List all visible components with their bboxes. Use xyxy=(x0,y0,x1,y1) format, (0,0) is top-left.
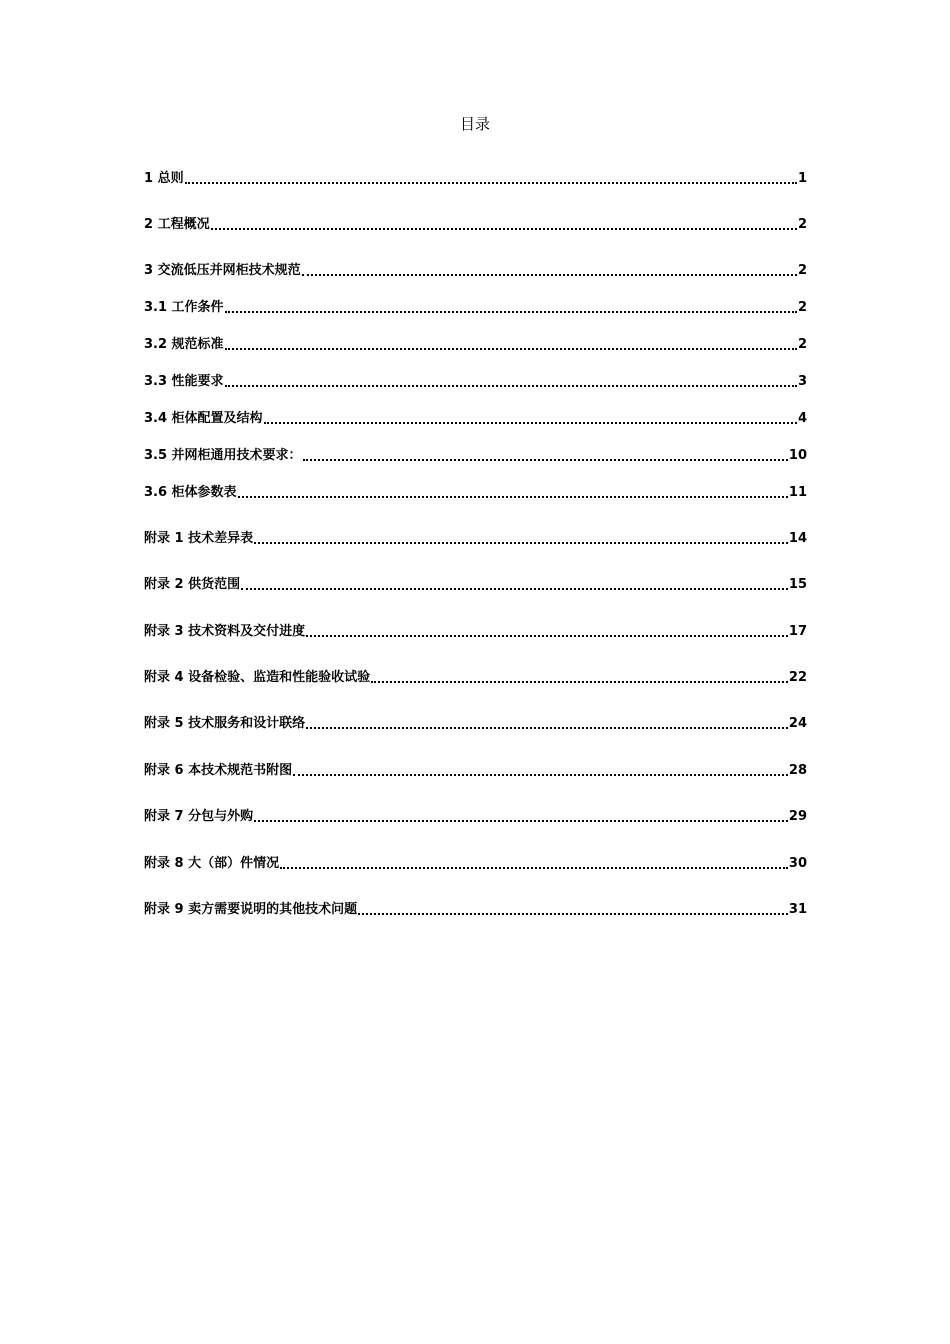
toc-dot-leader xyxy=(358,913,788,915)
toc-title: 目录 xyxy=(459,115,490,133)
toc-entry-page: 29 xyxy=(788,809,807,824)
toc-dot-leader xyxy=(264,422,797,424)
toc-entry-label: 2 工程概况 xyxy=(144,217,210,232)
toc-entry-label: 3.4 柜体配置及结构 xyxy=(144,411,263,426)
toc-entry-page: 3 xyxy=(797,374,807,389)
toc-dot-leader xyxy=(238,496,788,498)
toc-entry-label: 1 总则 xyxy=(144,171,184,186)
toc-entry-label: 3.6 柜体参数表 xyxy=(144,485,237,500)
toc-entry[interactable] xyxy=(144,760,807,780)
toc-entry-page: 2 xyxy=(797,337,807,352)
toc-entry[interactable] xyxy=(144,371,807,391)
toc-entry-page: 28 xyxy=(788,763,807,778)
toc-dot-leader xyxy=(211,228,797,230)
toc-entry[interactable] xyxy=(144,899,807,919)
toc-entry-label: 3 交流低压并网柜技术规范 xyxy=(144,263,301,278)
toc-entry-page: 17 xyxy=(788,624,807,639)
toc-entry-page: 2 xyxy=(797,300,807,315)
toc-entry-page: 14 xyxy=(788,531,807,546)
toc-entry-label: 附录 4 设备检验、监造和性能验收试验 xyxy=(144,670,371,685)
toc-entry-page: 2 xyxy=(797,263,807,278)
toc-entry[interactable] xyxy=(144,853,807,873)
toc-entry-page: 30 xyxy=(788,856,807,871)
toc-dot-leader xyxy=(303,459,788,461)
toc-entry-page: 4 xyxy=(797,411,807,426)
toc-entry[interactable] xyxy=(144,713,807,733)
toc-entry-label: 附录 1 技术差异表 xyxy=(144,531,254,546)
toc-dot-leader xyxy=(306,635,788,637)
toc-entry[interactable] xyxy=(144,445,807,465)
toc-entry-label: 附录 7 分包与外购 xyxy=(144,809,254,824)
toc-dot-leader xyxy=(371,681,788,683)
toc-entry[interactable] xyxy=(144,408,807,428)
toc-entry-label: 3.5 并网柜通用技术要求： xyxy=(144,448,302,463)
toc-entry[interactable] xyxy=(144,334,807,354)
toc-dot-leader xyxy=(254,542,788,544)
toc-entry[interactable] xyxy=(144,806,807,826)
toc-dot-leader xyxy=(302,274,797,276)
toc-entry[interactable] xyxy=(144,574,807,594)
toc-entry-label: 附录 6 本技术规范书附图 xyxy=(144,763,293,778)
toc-dot-leader xyxy=(280,867,788,869)
toc-entry-label: 3.2 规范标准 xyxy=(144,337,224,352)
toc-entry[interactable] xyxy=(144,168,807,188)
toc-dot-leader xyxy=(306,727,788,729)
toc-entry-page: 1 xyxy=(797,171,807,186)
toc-dot-leader xyxy=(225,311,797,313)
toc-entry[interactable] xyxy=(144,528,807,548)
toc-entry-page: 10 xyxy=(788,448,807,463)
toc-entry-page: 31 xyxy=(788,902,807,917)
toc-entry-page: 22 xyxy=(788,670,807,685)
toc-entry-page: 2 xyxy=(797,217,807,232)
toc-entry-page: 11 xyxy=(788,485,807,500)
toc-entry-label: 3.1 工作条件 xyxy=(144,300,224,315)
toc-entry[interactable] xyxy=(144,297,807,317)
toc-entry[interactable] xyxy=(144,214,807,234)
toc-entry[interactable] xyxy=(144,667,807,687)
toc-entry-label: 附录 2 供货范围 xyxy=(144,577,241,592)
toc-dot-leader xyxy=(225,348,797,350)
toc-entry-label: 附录 9 卖方需要说明的其他技术问题 xyxy=(144,902,358,917)
toc-entry-label: 附录 5 技术服务和设计联络 xyxy=(144,716,306,731)
toc-entry-page: 15 xyxy=(788,577,807,592)
toc-dot-leader xyxy=(254,820,788,822)
toc-dot-leader xyxy=(241,588,788,590)
toc-entry-label: 附录 8 大（部）件情况 xyxy=(144,856,280,871)
toc-entry[interactable] xyxy=(144,482,807,502)
toc-dot-leader xyxy=(293,774,788,776)
toc-dot-leader xyxy=(185,182,797,184)
toc-entry[interactable] xyxy=(144,260,807,280)
toc-dot-leader xyxy=(225,385,797,387)
toc-entry[interactable] xyxy=(144,621,807,641)
toc-entry-label: 3.3 性能要求 xyxy=(144,374,224,389)
toc-entry-label: 附录 3 技术资料及交付进度 xyxy=(144,624,306,639)
toc-entry-page: 24 xyxy=(788,716,807,731)
